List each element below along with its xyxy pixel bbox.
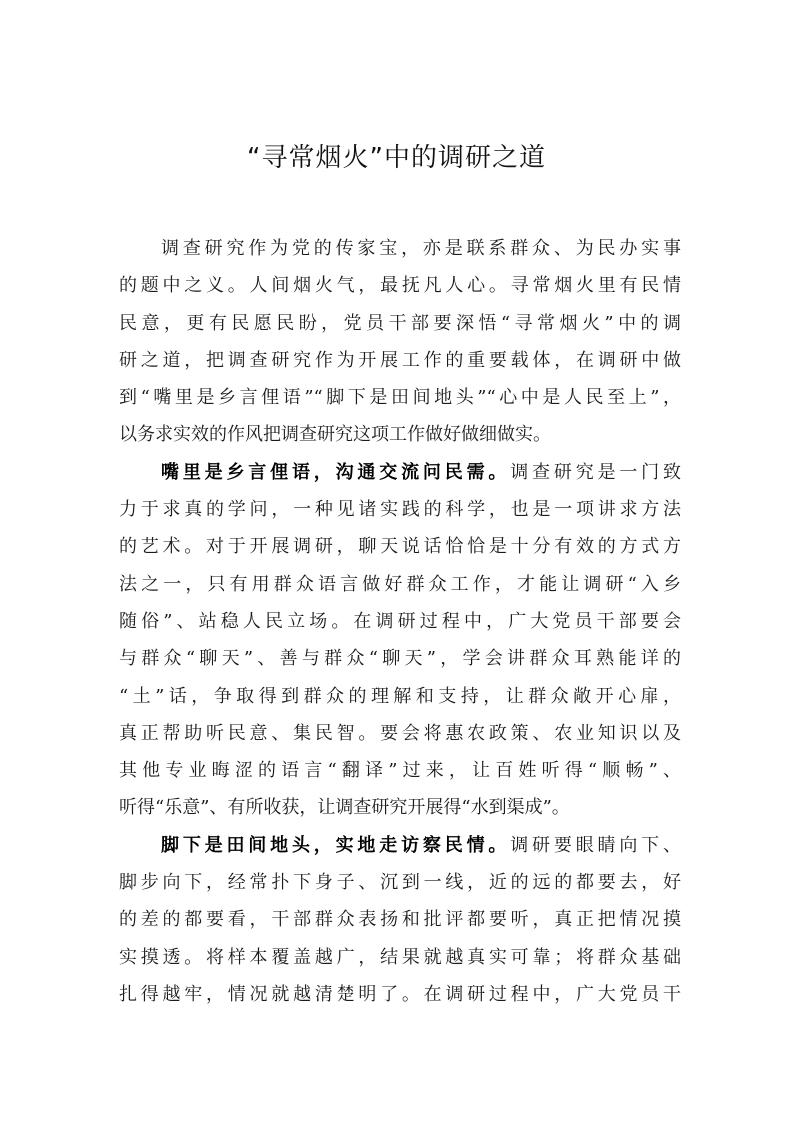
- text-line: 力于求真的学问，一种见诸实践的科学，也是一项讲求方法: [119, 499, 681, 521]
- text-line: 调查研究作为党的传家宝，亦是联系群众、为民办实事: [161, 238, 681, 259]
- text-line: 随俗”、站稳人民立场。在调研过程中，广大党员干部要会: [119, 610, 681, 632]
- text-line: 法之一，只有用群众语言做好群众工作，才能让调研“入乡: [119, 573, 681, 595]
- text-line: 到“嘴里是乡言俚语”“脚下是田间地头”“心中是人民至上”，: [119, 387, 681, 409]
- text-line: 其他专业晦涩的语言“翻译”过来，让百姓听得“顺畅”、: [119, 760, 681, 782]
- text-line: 的艺术。对于开展调研，聊天说话恰恰是十分有效的方式方: [119, 536, 681, 558]
- text-line: 的差的都要看，干部群众表扬和批评都要听，真正把情况摸: [119, 909, 681, 931]
- text-line: 民意，更有民愿民盼，党员干部要深悟“寻常烟火”中的调: [119, 312, 681, 334]
- text-line: 听得“乐意”、有所收获，让调查研究开展得“水到渠成”。: [119, 797, 570, 819]
- text-line: 实摸透。将样本覆盖越广，结果就越真实可靠；将群众基础: [119, 946, 681, 968]
- section-heading: 脚下是田间地头，实地走访察民情。: [161, 834, 511, 856]
- text-line: 与群众“聊天”、善与群众“聊天”，学会讲群众耳熟能详的: [119, 648, 681, 670]
- text-span: 调研要眼睛向下、: [510, 834, 682, 856]
- text-line: 研之道，把调查研究作为开展工作的重要载体，在调研中做: [119, 349, 681, 371]
- text-line: 以务求实效的作风把调查研究这项工作做好做细做实。: [119, 424, 551, 446]
- text-line: 真正帮助听民意、集民智。要会将惠农政策、农业知识以及: [119, 722, 681, 744]
- text-line: 扎得越牢，情况就越清楚明了。在调研过程中，广大党员干: [119, 983, 681, 1005]
- section-heading: 嘴里是乡言俚语，沟通交流问民需。: [161, 461, 511, 483]
- paragraph-first-line: [119, 827, 681, 864]
- document-title: “寻常烟火”中的调研之道: [247, 143, 546, 173]
- document-body: [119, 230, 681, 1013]
- text-line: 的题中之义。人间烟火气，最抚凡人心。寻常烟火里有民情: [119, 275, 681, 297]
- text-line: 脚步向下，经常扑下身子、沉到一线，近的远的都要去，好: [119, 872, 681, 894]
- text-line: “土”话，争取得到群众的理解和支持，让群众敞开心扉，: [119, 685, 681, 707]
- text-span: 调查研究是一门致: [510, 461, 682, 483]
- paragraph-first-line: [119, 454, 681, 491]
